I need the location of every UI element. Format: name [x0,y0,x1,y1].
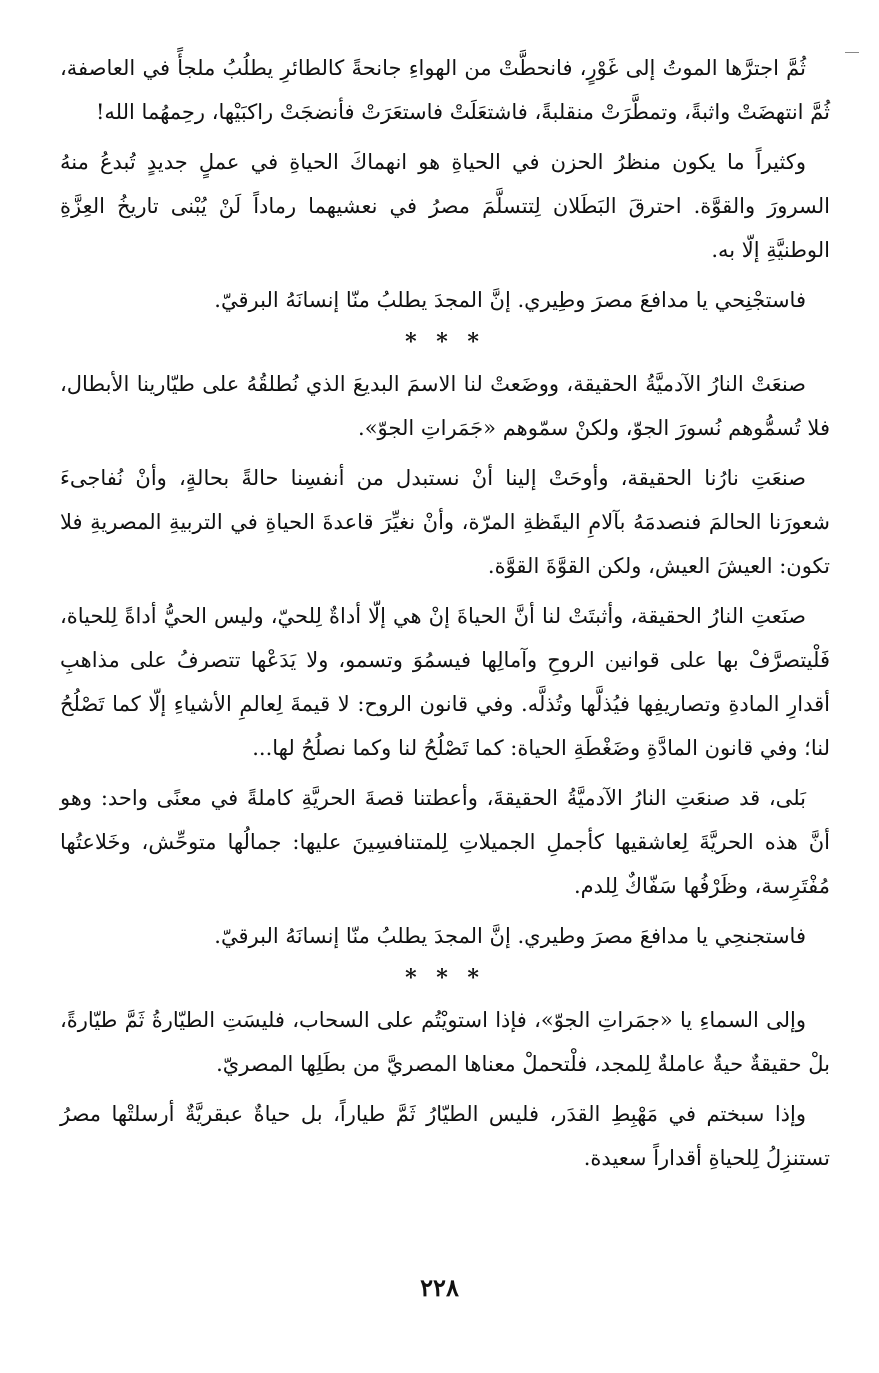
scan-edge-mark [845,52,859,53]
page-number: ٢٢٨ [420,1273,459,1302]
paragraph-story-of-freedom: بَلى، قد صنعَتِ النارُ الآدميَّةُ الحقيقةَ، وأعطتنا قصةَ الحريَّةِ كاملةً في معنًى واحد: وهو أنَّ هذه الحريَّةَ لِعاشقيها كأجملِ الجميلاتِ لِلمتنافسِينَ عليها: جمالُها متوحِّش، وخَلاعتُها مُفْتَرِسة، وظَرْفُها سَفّاكٌ لِلدم. [60,786,830,898]
paragraph-to-the-sky: وإلى السماءِ يا «جمَراتِ الجوّ»، فإذا استويْتُم على السحاب، فليسَتِ الطيّارةُ ثَمَّ طيّارةً، بلْ حقيقةٌ حيةٌ عاملةٌ لِلمجد، فلْتحملْ معناها المصريَّ من بطَلِها المصريّ. [60,1008,830,1076]
paragraph-descent-of-fate: وإذا سبختم في مَهْبِطِ القدَر، فليس الطيّارُ ثَمَّ طياراً، بل حياةٌ عبقريَّةٌ أرسلتْها مصرُ تستنزِلُ لِلحياةِ أقداراً سعيدة. [60,1102,830,1170]
paragraph-refrain-1: فاستجْنِحي يا مدافعَ مصرَ وطِيري. إنَّ المجدَ يطلبُ منّا إنسانَهُ البرقيّ. [214,288,806,312]
paragraph-refrain-2: فاستجنحِي يا مدافعَ مصرَ وطيري. إنَّ المجدَ يطلبُ منّا إنسانَهُ البرقيّ. [214,924,806,948]
paragraph-plane-fall: ثُمَّ اجترَّها الموتُ إلى غَوْرٍ، فانحطَّتْ من الهواءِ جانحةً كالطائرِ يطلُبُ ملجأً في العاصفة، ثُمَّ انتهضَتْ واثبةً، وتمطَّرَتْ منقلبةً، فاشتعَلَتْ فاستعَرَتْ فأنضجَتْ راكبَيْها، رحِمهُما الله! [60,56,830,124]
section-separator: * * * [405,329,485,355]
section-separator: * * * [405,965,485,991]
page-body [60,46,830,1180]
paragraph-embers-of-the-sky: صنعَتْ النارُ الآدميَّةُ الحقيقة، ووضَعتْ لنا الاسمَ البديعَ الذي نُطلقُهُ على طيّارينا الأبطال، فلا تُسمُّوهم نُسورَ الجوّ، ولكنْ سمّوهم «جَمَراتِ الجوّ». [60,372,830,440]
paragraph-life-as-tool: صنَعتِ النارُ الحقيقة، وأثبتَتْ لنا أنَّ الحياةَ إنْ هي إلّا أداةٌ لِلحيّ، وليس الحيُّ أداةً لِلحياة، فَلْيتصرَّفْ بها على قوانين الروحِ وآمالِها فيسمُوَ وتسمو، ولا يَدَعْها تتصرفُ على مذاهبِ أقدارِ المادةِ وتصاريفِها فيُذلَّها وتُذلَّه. وفي قانون الروح: لا قيمةَ لِعالمِ الأشياءِ إلّا كما تَصْلُحُ لنا؛ وفي قانون المادَّةِ وضَغْطَةِ الحياة: كما تَصْلُحُ لنا وكما نصلُحُ لها... [60,604,830,760]
paragraph-sorrow-of-life: وكثيراً ما يكون منظرُ الحزن في الحياةِ هو انهماكَ الحياةِ في عملٍ جديدٍ تُبدعُ منهُ السرورَ والقوَّة. احترقَ البَطَلان لِتتسلَّمَ مصرُ في نعشيهما رماداً لَنْ يُبْنى تاريخُ العِزَّةِ الوطنيَّةِ إلّا به. [60,150,830,262]
paragraph-our-fire: صنعَتِ نارُنا الحقيقة، وأوحَتْ إلينا أنْ نستبدل من أنفسِنا حالةً بحالةٍ، وأنْ نُفاجىءَ شعورَنا الحالمَ فنصدمَهُ بآلامِ اليقَظةِ المرّة، وأنْ نغيِّرَ قاعدةَ الحياةِ في التربيةِ المصريةِ فلا تكون: العيشَ العيش، ولكن القوَّةَ القوَّة. [60,466,830,578]
